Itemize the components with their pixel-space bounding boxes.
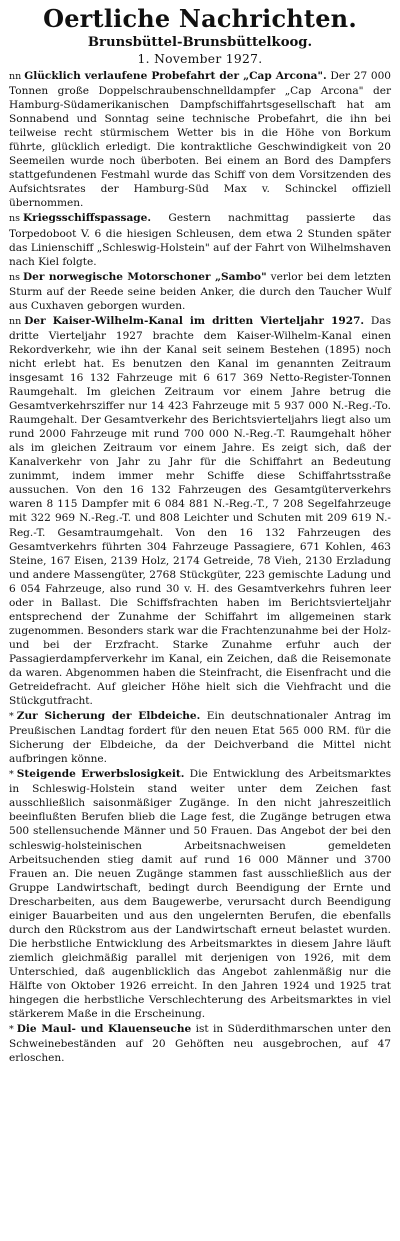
article-headline: Glücklich verlaufene Probefahrt der „Cap Arcona".: [24, 70, 327, 82]
article-marker: *: [9, 1024, 14, 1036]
article-headline: Kriegsschiffspassage.: [23, 212, 152, 225]
article-headline: Zur Sicherung der Elbdeiche.: [16, 710, 201, 723]
article-body: verlor bei dem letzten Sturm auf der Reede seine beiden Anker, die durch den Taucher Wulf aus Cuxhaven geborgen wurden.: [9, 270, 391, 312]
article-marker: nn: [9, 71, 22, 82]
article-kriegsschiffspassage: [9, 211, 391, 268]
article-maul-und-klauenseuche: [9, 1022, 391, 1065]
article-body: ist in Süderdithmarschen unter den Schweinebeständen auf 20 Gehöften neu ausgebrochen, auf 47 erloschen.: [9, 1023, 391, 1065]
article-headline: Der norwegische Motorschoner „Sambo": [23, 270, 267, 283]
article-headline: Steigende Erwerbslosigkeit.: [16, 768, 185, 781]
article-body: Ein deutschnationaler Antrag im Preußischen Landtag fordert für den neuen Etat 565 000 RM. für die Sicherung der Elbdeiche, da der Deichverband die Mittel nicht aufbringen könne.: [9, 710, 391, 766]
article-marker: ns: [9, 213, 20, 225]
article-kaiser-wilhelm-kanal: [9, 314, 391, 708]
article-elbdeiche: [9, 709, 391, 766]
article-body: Der 27 000 Tonnen große Doppelschraubenschnelldampfer „Cap Arcona" der Hamburg-Südamerikanischen Dampfschiffahrtsgesellschaft hat am Sonnabend und Sonntag seine technische Probefahrt, die ihn bei teilweise recht stürmischem Wetter bis in die Höhe von Borkum führte, glücklich erledigt. Die kontraktliche Geschwindigkeit von 20 Seemeilen wurde noch überboten. Bei einem an Bord des Dampfers stattgefundenen Festmahl wurde das Schiff von dem Vorsitzenden des Aufsichtsrates der Hamburg-Süd Max v. Schinckel offiziell übernommen.: [9, 70, 392, 210]
article-motorschoner-sambo: [9, 270, 391, 313]
article-erwerbslosigkeit: [9, 767, 391, 1021]
article-marker: ns: [9, 271, 20, 283]
article-body: Gestern nachmittag passierte das Torpedoboot V. 6 die hiesigen Schleusen, dem etwa 2 Stunden später das Linienschiff „Schleswig-Holstein" auf der Fahrt von Wilhelmshaven nach Kiel folgte.: [9, 212, 391, 268]
article-marker: *: [9, 769, 14, 781]
article-headline: Der Kaiser-Wilhelm-Kanal im dritten Vierteljahr 1927.: [24, 314, 365, 327]
location-subhead: Brunsbüttel-Brunsbüttelkoog.: [87, 35, 313, 50]
article-marker: *: [9, 711, 14, 723]
article-body: Die Entwicklung des Arbeitsmarktes in Schleswig-Holstein stand weiter unter dem Zeichen fast ausschließlich saisonmäßiger Zugänge. In den nicht jahreszeitlich beeinflußten Berufen blieb die Lage fest, die Zugänge betrugen etwa 500 stellensuchende Männer und 50 Frauen. Das Angebot der bei den schleswig-holsteinischen Arbeitsnachweisen gemeldeten Arbeitsuchenden stieg damit auf rund 16 000 Männer und 3700 Frauen an. Die neuen Zugänge stammen fast ausschließlich aus der Gruppe Landwirtschaft, bedingt durch Beendigung der Ernte und Drescharbeiten, aus dem Baugewerbe, verursacht durch Beendigung einiger Bauarbeiten und aus den ungelernten Berufen, die ebenfalls durch den Rückstrom aus der Landwirtschaft erneut belastet wurden. Die herbstliche Entwicklung des Arbeitsmarktes in diesem Jahre läuft ziemlich gleichmäßig parallel mit derjenigen von 1926, mit dem Unterschied, daß augenblicklich das Angebot zahlenmäßig nur die Hälfte von Oktober 1926 erreicht. In den Jahren 1924 und 1925 trat hingegen die herbstliche Verschlechterung des Arbeitsmarktes in viel stärkerem Maße in die Erscheinung.: [9, 768, 391, 1021]
article-marker: nn: [9, 315, 22, 327]
section-masthead: Oertliche Nachrichten.: [43, 4, 357, 33]
dateline: 1. November 1927.: [137, 52, 263, 66]
article-body: Das dritte Vierteljahr 1927 brachte dem Kaiser-Wilhelm-Kanal einen Rekordverkehr, wie ihn der Kanal seit seinem Bestehen (1895) noch nicht erlebt hat. Es benutzen den Kanal im genannten Zeitraum insgesamt 16 132 Fahrzeuge mit 6 617 369 Netto-Register-Tonnen Raumgehalt. Im gleichen Zeitraum vor einem Jahre betrug die Gesamtverkehrsziffer nur 14 423 Fahrzeuge mit 5 937 000 N.-Reg.-To. Raumgehalt. Der Gesamtverkehr des Berichtsvierteljahrs liegt also um rund 2000 Fahrzeuge mit rund 700 000 N.-Reg.-T. Raumgehalt höher als im gleichen Zeitraum vor einem Jahre. Es zeigt sich, daß der Kanalverkehr von Jahr zu Jahr für die Schiffahrt an Bedeutung zunimmt, indem immer mehr Schiffe diese Schiffahrtsstraße aussuchen. Von den 16 132 Fahrzeugen des Gesamtgüterverkehrs waren 8 115 Dampfer mit 6 084 881 N.-Reg.-T., 7 208 Segelfahrzeuge mit 322 969 N.-Reg.-T. und 808 Leichter und Schuten mit 209 619 N.-Reg.-T. Gesamtraumgehalt. Von den 16 132 Fahrzeugen des Gesamtverkehrs führten 304 Fahrzeuge Passagiere, 671 Kohlen, 463 Steine, 167 Eisen, 2139 Holz, 2174 Getreide, 78 Vieh, 2130 Erzladung und andere Massengüter, 2768 Stückgüter, 223 gemischte Ladung und 6 054 Fahrzeuge, also rund 30 v. H. des Gesamtverkehrs fuhren leer oder in Ballast. Die Schiffsfrachten haben im Berichtsvierteljahr entsprechend der Zunahme der Schiffahrt im allgemeinen stark zugenommen. Besonders stark war die Frachtenzunahme bei der Holz- und bei der Erzfracht. Starke Zunahme erfuhr auch der Passagierdampferverkehr im Kanal, ein Zeichen, daß die Reisemonate da waren. Abgenommen haben die Steinfracht, die Eisenfracht und die Getreidefracht. Auf gleicher Höhe hielt sich die Viehfracht und die Stückgutfracht.: [9, 314, 391, 708]
article-cap-arcona: [9, 69, 391, 210]
article-headline: Die Maul- und Klauenseuche: [16, 1023, 192, 1036]
